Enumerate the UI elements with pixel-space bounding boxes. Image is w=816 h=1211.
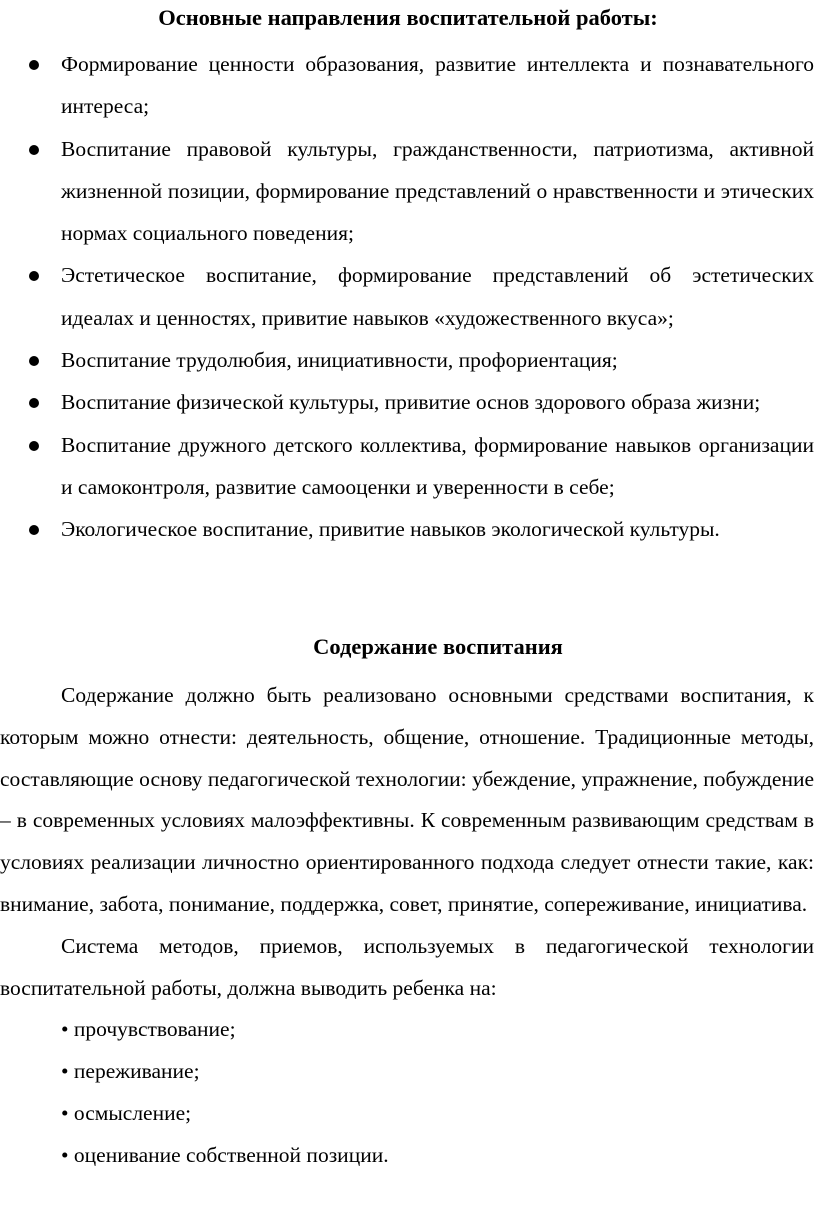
list-item-text: Воспитание трудолюбия, инициативности, профориентация; xyxy=(61,348,618,373)
list-item-text: Формирование ценности образования, развитие интеллекта и познавательного интереса; xyxy=(61,52,814,119)
bullet-icon xyxy=(29,271,39,281)
list-item xyxy=(0,339,816,381)
list-item xyxy=(0,508,816,550)
section-title-content: Содержание воспитания xyxy=(313,634,563,659)
paragraph-methods-system: Система методов, приемов, используемых в педагогической технологии воспитательной работы, должна выводить ребенка на: xyxy=(0,933,814,1000)
bullet-icon xyxy=(29,145,39,155)
list-item-text: Эстетическое воспитание, формирование представлений об эстетических идеалах и ценностях, привитие навыков «художественного вкуса»; xyxy=(61,263,814,330)
bullet-icon xyxy=(29,60,39,70)
list-item-text: Воспитание правовой культуры, гражданственности, патриотизма, активной жизненной позиции, формирование представлений о нравственности и этических нормах социального поведения; xyxy=(61,136,814,246)
section-title-directions: Основные направления воспитательной работы: xyxy=(158,5,658,30)
list-item: • оценивание собственной позиции. xyxy=(61,1142,389,1167)
outcomes-list xyxy=(0,1009,814,1176)
bullet-icon xyxy=(29,441,39,451)
directions-list xyxy=(0,43,816,551)
list-item xyxy=(0,424,816,509)
list-item-text: Экологическое воспитание, привитие навыков экологической культуры. xyxy=(61,517,720,542)
bullet-icon xyxy=(29,525,39,535)
list-item: • прочувствование; xyxy=(61,1017,236,1042)
list-item xyxy=(0,381,816,423)
bullet-icon xyxy=(29,356,39,366)
list-item xyxy=(0,254,816,339)
bullet-icon xyxy=(29,398,39,408)
list-item-text: Воспитание физической культуры, привитие основ здорового образа жизни; xyxy=(61,390,761,415)
list-item: • переживание; xyxy=(61,1059,200,1084)
content-body xyxy=(0,675,814,1177)
paragraph-content-means: Содержание должно быть реализовано основными средствами воспитания, к которым можно отнести: деятельность, общение, отношение. Традиционные методы, составляющие основу педагогической технологии: убеждение, упражнение, побуждение – в современных условиях малоэффективны. К современным развивающим средствам в условиях реализации личностно ориентированного подхода следует отнести такие, как: внимание, забота, понимание, поддержка, совет, принятие, сопереживание, инициатива. xyxy=(0,683,814,916)
list-item-text: Воспитание дружного детского коллектива, формирование навыков организации и самоконтроля, развитие самооценки и уверенности в себе; xyxy=(61,432,814,499)
list-item xyxy=(0,128,816,255)
list-item: • осмысление; xyxy=(61,1100,192,1125)
list-item xyxy=(0,43,816,128)
